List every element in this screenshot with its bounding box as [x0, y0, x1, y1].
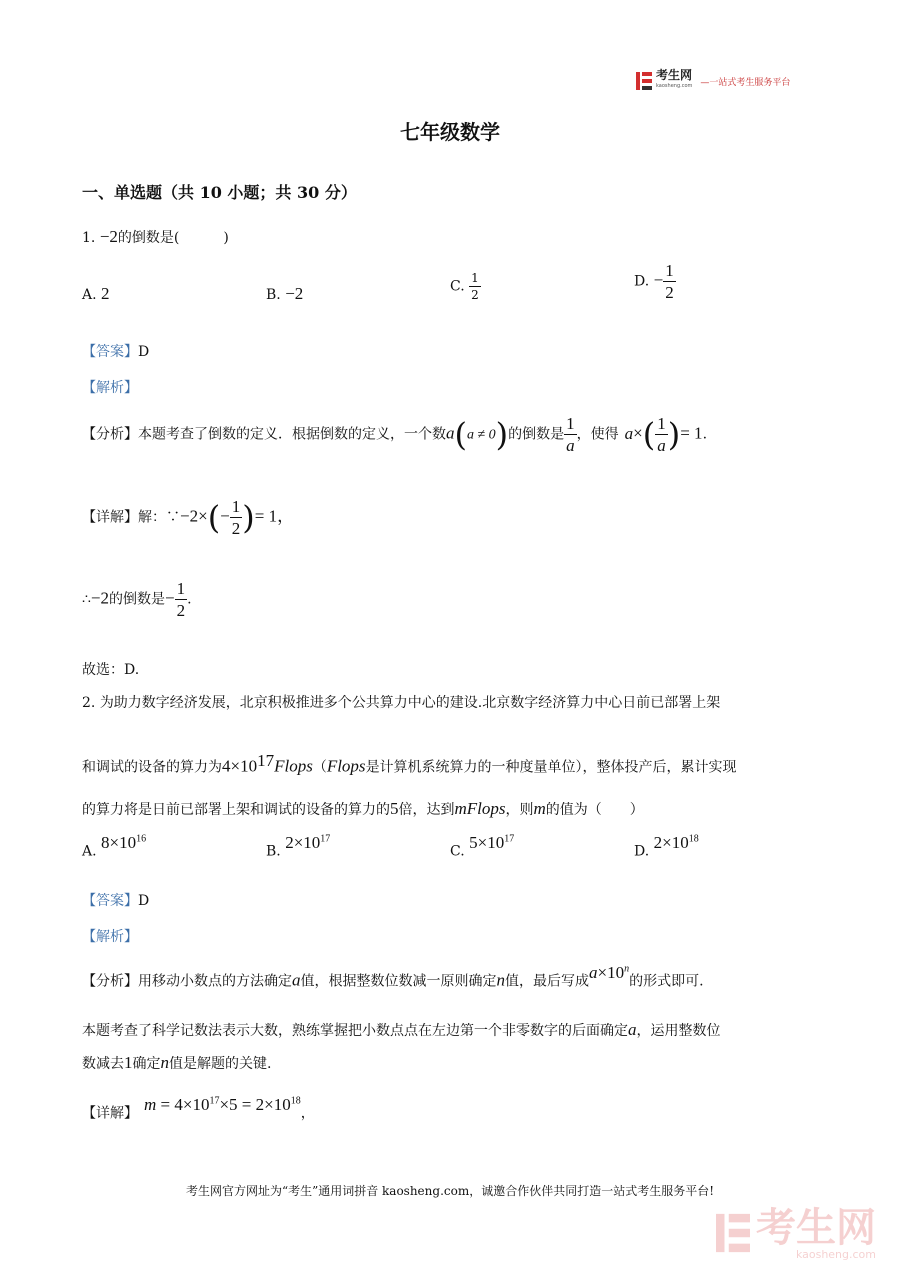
q1-option-d-fraction: $\frac{1}{2}$ — [665, 261, 674, 302]
q1-stem — [82, 228, 229, 247]
watermark-text: 考生网 — [756, 1205, 876, 1251]
q1-expr: −2 — [99, 227, 118, 246]
q2-detail: 【详解】 $m = 4\times 10^{17}\times 5 = 2\times 10^{18}$， — [82, 1094, 315, 1122]
q1-option-a: A. 2 — [82, 284, 110, 303]
section-heading: 一、单选题（共 10 小题；共 30 分） — [82, 183, 357, 202]
q1-answer: 【答案】D — [82, 344, 150, 360]
kaosheng-logo-icon — [636, 72, 652, 90]
watermark — [716, 1205, 876, 1261]
page-footer: 考生网官方网址为“考生”通用词拼音 kaosheng.com，诚邀合作伙伴共同打造一站式考生服务平台! — [185, 1184, 715, 1198]
watermark-logo-icon — [716, 1213, 750, 1257]
q1-option-a-value: 2 — [101, 284, 110, 303]
q2-option-c: C. $5\times 10^{17}$ — [450, 832, 515, 860]
q1-analysis-label: 【解析】 — [82, 380, 138, 396]
q1-option-c-fraction: $\frac{1}{2}$ — [471, 271, 479, 302]
q2-analysis-label: 【解析】 — [82, 929, 138, 945]
q2-line2: 和调试的设备的算力为$4\times 10^{17}Flops(Flops$是计算机系统算力的一种度量单位），整体投产后，累计实现 — [82, 751, 737, 776]
document-title: 七年级数学 — [400, 120, 500, 144]
header-logo — [636, 70, 790, 92]
q2-line3: 的算力将是日前已部署上架和调试的设备的算力的5倍，达到mFlops，则m的值为（ ） — [82, 799, 644, 818]
q2-option-b: B. $2\times 10^{17}$ — [266, 832, 331, 860]
logo-domain: kaosheng.com — [656, 83, 693, 89]
q2-note-line1: 本题考查了科学记数法表示大数，熟练掌握把小数点点在左边第一个非零数字的后面确定a，运用整数位 — [82, 1020, 721, 1039]
logo-brand-block — [656, 70, 692, 92]
q2-line1: 2. 为助力数字经济发展，北京积极推进多个公共算力中心的建设.北京数字经济算力中心日前已部署上架 — [82, 695, 721, 711]
q2-fenxi: 【分析】用移动小数点的方法确定a值，根据整数位数减一原则确定n值，最后写成$a\times 10^n$的形式即可. — [82, 962, 704, 990]
q2-note-line2: 数减去1确定n值是解题的关键. — [82, 1053, 272, 1072]
logo-slogan: —一站式考生服务平台 — [700, 77, 791, 88]
q1-number: 1. — [82, 230, 96, 246]
logo-brand: 考生网 — [656, 68, 693, 82]
q1-option-b-value: −2 — [285, 284, 304, 303]
q2-option-a: A. $8\times 10^{16}$ — [82, 832, 147, 860]
watermark-domain: kaosheng.com — [795, 1248, 876, 1261]
q1-detail: 【详解】解：∵−2×(− $\frac{1}{2}$ )= 1， — [82, 497, 295, 538]
q1-option-d: D. − $\frac{1}{2}$ — [634, 261, 674, 302]
q1-choose: 故选：D. — [82, 662, 140, 678]
q2-option-d: D. $2\times 10^{18}$ — [634, 832, 699, 860]
q1-stem-text: 的倒数是( — [117, 230, 180, 246]
q1-conclusion: ∴−2的倒数是− $\frac{1}{2}$ . — [82, 579, 192, 620]
q1-fenxi: 【分析】本题考查了倒数的定义．根据倒数的定义，一个数a(a ≠ 0)的倒数是 $\frac{1}{a}$ ，使得 a×( $\frac{1}{a}$ )= 1. — [82, 414, 708, 455]
q1-answer-value: D — [138, 344, 150, 360]
q2-answer: 【答案】D — [82, 893, 150, 909]
q1-option-c: C. $\frac{1}{2}$ — [450, 271, 479, 302]
q1-option-b: B. −2 — [266, 284, 304, 303]
q2-answer-value: D — [138, 893, 150, 909]
q1-stem-close: ) — [223, 230, 229, 246]
